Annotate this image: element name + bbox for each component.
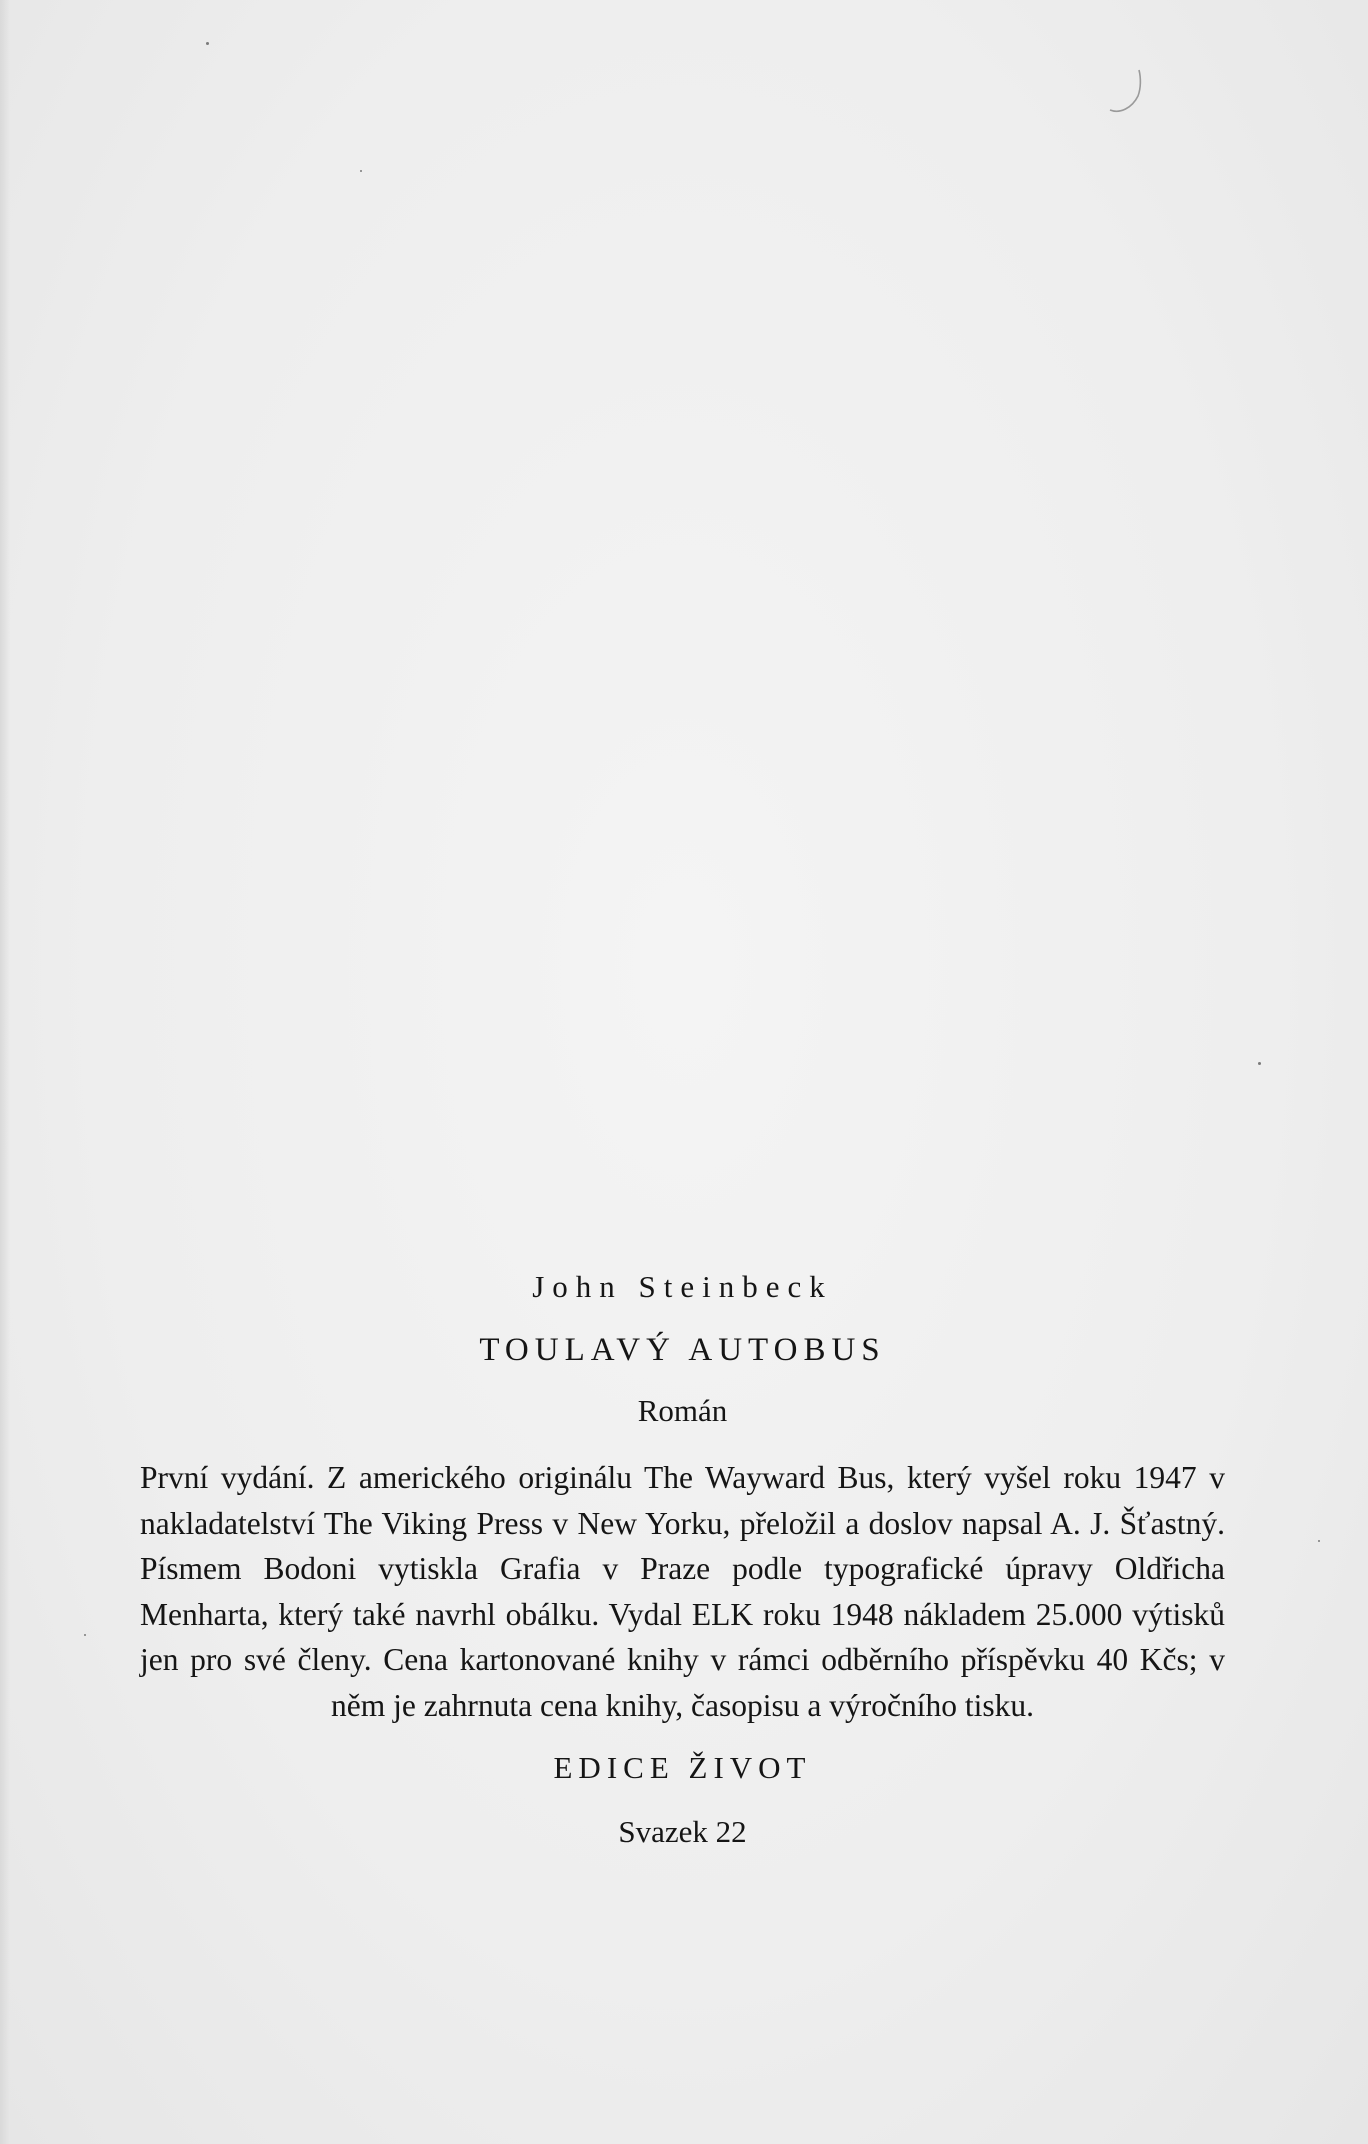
paper-speck bbox=[1318, 1540, 1320, 1542]
paper-speck bbox=[360, 170, 362, 172]
paper-speck bbox=[206, 42, 209, 45]
edition-name: EDICE ŽIVOT bbox=[553, 1750, 812, 1785]
author-name: John Steinbeck bbox=[532, 1269, 833, 1304]
colophon-block bbox=[140, 1265, 1225, 1854]
genre-label: Román bbox=[637, 1393, 728, 1428]
book-title: TOULAVÝ AUTOBUS bbox=[479, 1332, 886, 1368]
page-edge-shadow bbox=[0, 0, 10, 2144]
paper-speck bbox=[1258, 1062, 1261, 1065]
publication-details: První vydání. Z amerického originálu The Wayward Bus, který vyšel roku 1947 v nakladatelství The Viking Press v New Yorku, přeložil a doslov napsal A. J. Šťastný. Písmem Bodoni vytiskla Grafia v Praze podle typografické úpravy Oldřicha Menharta, který také navrhl obálku. Vydal ELK roku 1948 nákladem 25.000 výtisků jen pro své členy. Cena kartonované knihy v rámci odběrního příspěvku 40 Kčs; v něm je zahrnuta cena knihy, časopisu a výročního tisku. bbox=[140, 1460, 1225, 1723]
volume-number: Svazek 22 bbox=[618, 1814, 747, 1849]
paper-speck bbox=[84, 1634, 86, 1636]
pencil-mark bbox=[1106, 58, 1146, 118]
